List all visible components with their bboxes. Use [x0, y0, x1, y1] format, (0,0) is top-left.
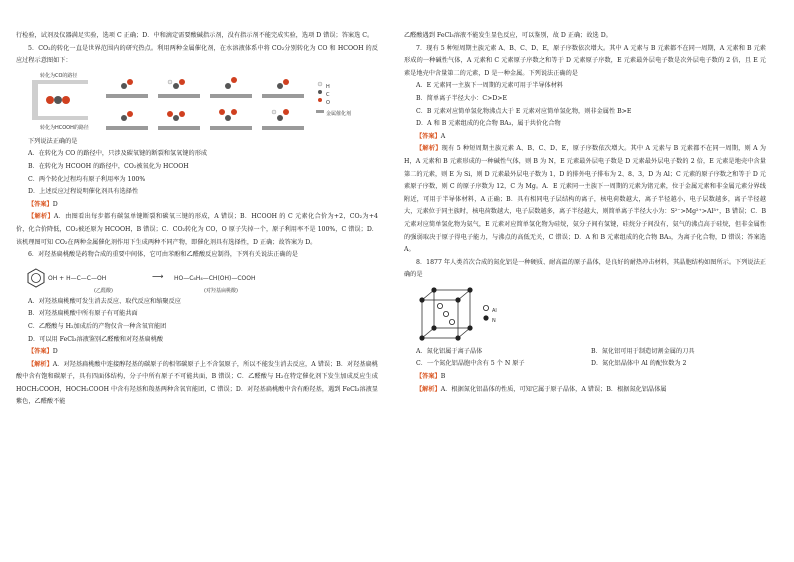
crystal-cell-figure [416, 286, 766, 344]
q8-option-d: D．氮化铝晶体中 Al 的配位数为 2 [591, 360, 687, 368]
q7-option-b: B．简单离子半径大小：C>D>E [416, 94, 508, 102]
q8-answer [404, 371, 766, 384]
q7-option-c: C．B 元素对应简单氢化物沸点大于 E 元素对应简单氢化物，则非金属性 B>E [416, 107, 632, 115]
q5-option-d: D．上述反应过程说明催化剂具有选择性 [28, 188, 139, 196]
q8-options-row-2 [404, 358, 766, 371]
legend-c: C [326, 91, 330, 98]
q6-answer [16, 346, 378, 359]
right-column [404, 30, 766, 396]
legend-o: O [326, 99, 330, 106]
explanation-tag: 【解析】 [416, 385, 441, 393]
question-5-stem: 5．CO₂的转化一直是世界范围内的研究热点。利用两种金属催化剂，在水溶液体系中将 CO₂分别转化为 CO 和 HCOOH 的反应过程示意图如下： [16, 44, 378, 65]
q6-option-a: A．对羟基扁桃酸可发生消去反应、取代反应和缩聚反应 [28, 297, 181, 305]
reaction-pathway-figure [28, 70, 378, 134]
answer-value: A [440, 132, 446, 140]
legend-n: N [492, 317, 496, 324]
q8-options-row-1 [404, 346, 766, 359]
explanation-tag: 【解析】 [416, 145, 442, 153]
product-label: (对羟基扁桃酸) [204, 287, 238, 294]
explanation-text: A．根据氮化铝晶体的性质，可知它属于原子晶体，A 错误；B．根据氮化铝晶体属 [440, 385, 667, 393]
pathway-label-co: 转化为CO的路径 [40, 72, 78, 79]
reactants-formula: OH + H—C—C—OH [48, 274, 107, 282]
q5-option-a: A．在转化为 CO 的路径中，只涉及碳氧键的断裂和氢氧键的形成 [28, 150, 208, 158]
question-8-stem: 8．1877 年人类首次合成的氮化铝是一种硬质、耐高温的原子晶体，是良好的耐热冲击材料，其晶胞结构如图所示。下列说法正确的是 [404, 258, 766, 279]
product-formula: HO—C₆H₄—CH(OH)—COOH [174, 274, 256, 282]
left-column [16, 30, 378, 409]
q5-option-c: C．两个转化过程均有原子利用率为 100% [28, 175, 146, 183]
legend-h: H [326, 83, 330, 90]
q5-option-b: B．在转化为 HCOOH 的路径中，CO₂被氧化为 HCOOH [28, 162, 189, 170]
q6-option-c: C．乙醛酸与 H₂加成后的产物仅含一种含氧官能团 [28, 322, 167, 330]
q6-explanation [16, 359, 378, 409]
legend-markers [482, 304, 490, 324]
explanation-tag: 【解析】 [28, 213, 54, 221]
legend-al: Al [492, 307, 497, 314]
q7-answer [404, 131, 766, 144]
reaction-arrow: ⟶ [152, 271, 164, 281]
answer-tag: 【答案】 [416, 373, 441, 381]
question-6-stem: 6．对羟基扁桃酸是药物合成的重要中间体，它可由苯酚和乙醛酸反应制得，下列有关说法正确的是 [28, 251, 298, 259]
answer-tag: 【答案】 [416, 132, 441, 140]
pathway-label-hcooh: 转化为HCOOH的路径 [40, 124, 89, 131]
explanation-text: 现有 5 种短周期主族元素 A、B、C、D、E，原子序数依次增大。其中 A 元素与 B 元素都不在同一周期，则 A 为 H，A 元素和 B 元素形成的一种碱性气体，则 B 为 N，E 元素最外层电子数是 D 元素最外层电子数的 2 倍，E 元素是地壳中含量第二的元素，则 E 为 Si，则 D 元素最外层电子数为 1，D 的排外电子排布为 2、8、3，D 为 Al；C 元素的原子序数之和等于 D 元素原子序数，则 C 的原子序数为 12，C 为 Mg。A．E 元素同一主族下一周期的元素为锗元素，位于金属元素和非金属元素分界线附近，可用于半导体材料，A 正确；B．具有相同电子层结构的离子，核电荷数越大，离子半径越小，电子层数越多，离子半径越大，元素位于同主族时，核电荷数越大，电子层数越多，离子半径越大，则简单离子半径大小为：S²⁻>Mg²⁺>Al³⁺，B 错误；C．B 元素对应简单氢化物为氨气，E 元素对应简单氢化物为硅烷，氨分子间有氢键，硅烷分子间没有，氨气的沸点高于硅烷，但非金属性的强弱取决于原子得电子能力，与沸点的高低无关，C 错误；D．A 和 B 元素组成的化合物 BA₃，为离子化合物，D 错误；答案选 A。 [404, 145, 766, 254]
q6-option-d: D．可以用 FeCl₃溶液鉴别乙醛酸和对羟基扁桃酸 [28, 335, 164, 343]
q8-option-b: B．氮化铝可用于制造切割金属的刀具 [591, 347, 695, 355]
glyoxylic-acid-label: (乙醛酸) [94, 287, 113, 294]
q8-explanation [404, 384, 766, 397]
question-7-stem: 7．现有 5 种短周期主族元素 A、B、C、D、E，原子序数依次增大。其中 A 元素与 B 元素都不在同一周期，A 元素和 B 元素形成的一种碱性气体，A 元素和 C 元素原子序数之和等于 D 元素原子序数，E 元素最外层电子数是次外层电子数的 2 倍，且 E 元素是地壳中含量第二的元素，D 是一种金属。下列说法正确的是 [404, 44, 766, 77]
q5-explanation [16, 211, 378, 249]
paragraph: 行检验，试剂及仪器满足实验，选项 C 正确；D．中和滴定需要酸碱指示剂，没有指示剂不能完成实验，选项 D 错误；答案选 C。 [16, 32, 374, 39]
q7-option-d: D．A 和 B 元素组成的化合物 BA₃，属于共价化合物 [416, 120, 561, 128]
unit-cell-diagram [416, 286, 476, 344]
answer-tag: 【答案】 [28, 200, 53, 208]
benzene-ring-icon [26, 268, 46, 288]
paragraph: 乙醛酸遇到 FeCl₃溶液不能发生显色反应，可以鉴别，故 D 正确；故选 D。 [404, 32, 612, 39]
q8-option-a: A．氮化铝属于离子晶体 [416, 347, 483, 355]
explanation-tag: 【解析】 [28, 360, 53, 368]
explanation-text: A．由图看出每步都有碳氢单键断裂和碳氧三键的形成，A 错误；B．HCOOH 的 C 元素化合价为+2，CO₂为+4 价，化合价降低，CO₂被还原为 HCOOH，B 错误；C．CO₂转化为 CO，O 原子失掉一个，原子利用率不是 100%，C 错误；D．该机理图可知 CO₂在两种金属催化剂作用下生成两种不同产物，即催化剂具有选择性，D 正确；故答案为 D。 [16, 213, 378, 246]
legend-catalyst: 金属催化剂 [326, 110, 352, 117]
answer-value: D [52, 200, 58, 208]
q7-option-a: A．E 元素同一主族下一周期的元素可用于半导体材料 [416, 82, 564, 90]
answer-value: B [440, 373, 446, 381]
question-5-prompt: 下列说法正确的是 [28, 137, 78, 145]
answer-value: D [52, 348, 58, 356]
explanation-text: A．对羟基扁桃酸中连接醇羟基的碳原子的相邻碳原子上不含氢原子，所以不能发生消去反应，A 错误；B．对羟基扁桃酸中含有饱和碳原子，具有四面体结构，分子中所有原子不可能共面，B 错误；C．乙醛酸与 H₂在特定催化剂下发生加成反应生成 HOCH₂COOH，HOCH₂COOH 中含有羟基和羧基两种含氧官能团，C 错误；D．对羟基扁桃酸中含有酚羟基，遇到 FeCl₃溶液显紫色，乙醛酸不能 [16, 360, 378, 406]
q6-option-b: B．对羟基扁桃酸中所有原子有可能共面 [28, 310, 138, 318]
q5-answer [16, 199, 378, 212]
answer-tag: 【答案】 [28, 348, 53, 356]
reaction-equation-figure [24, 264, 378, 294]
q8-option-c: C．一个氮化铝晶胞中含有 5 个 N 原子 [416, 360, 525, 368]
q7-explanation [404, 143, 766, 256]
